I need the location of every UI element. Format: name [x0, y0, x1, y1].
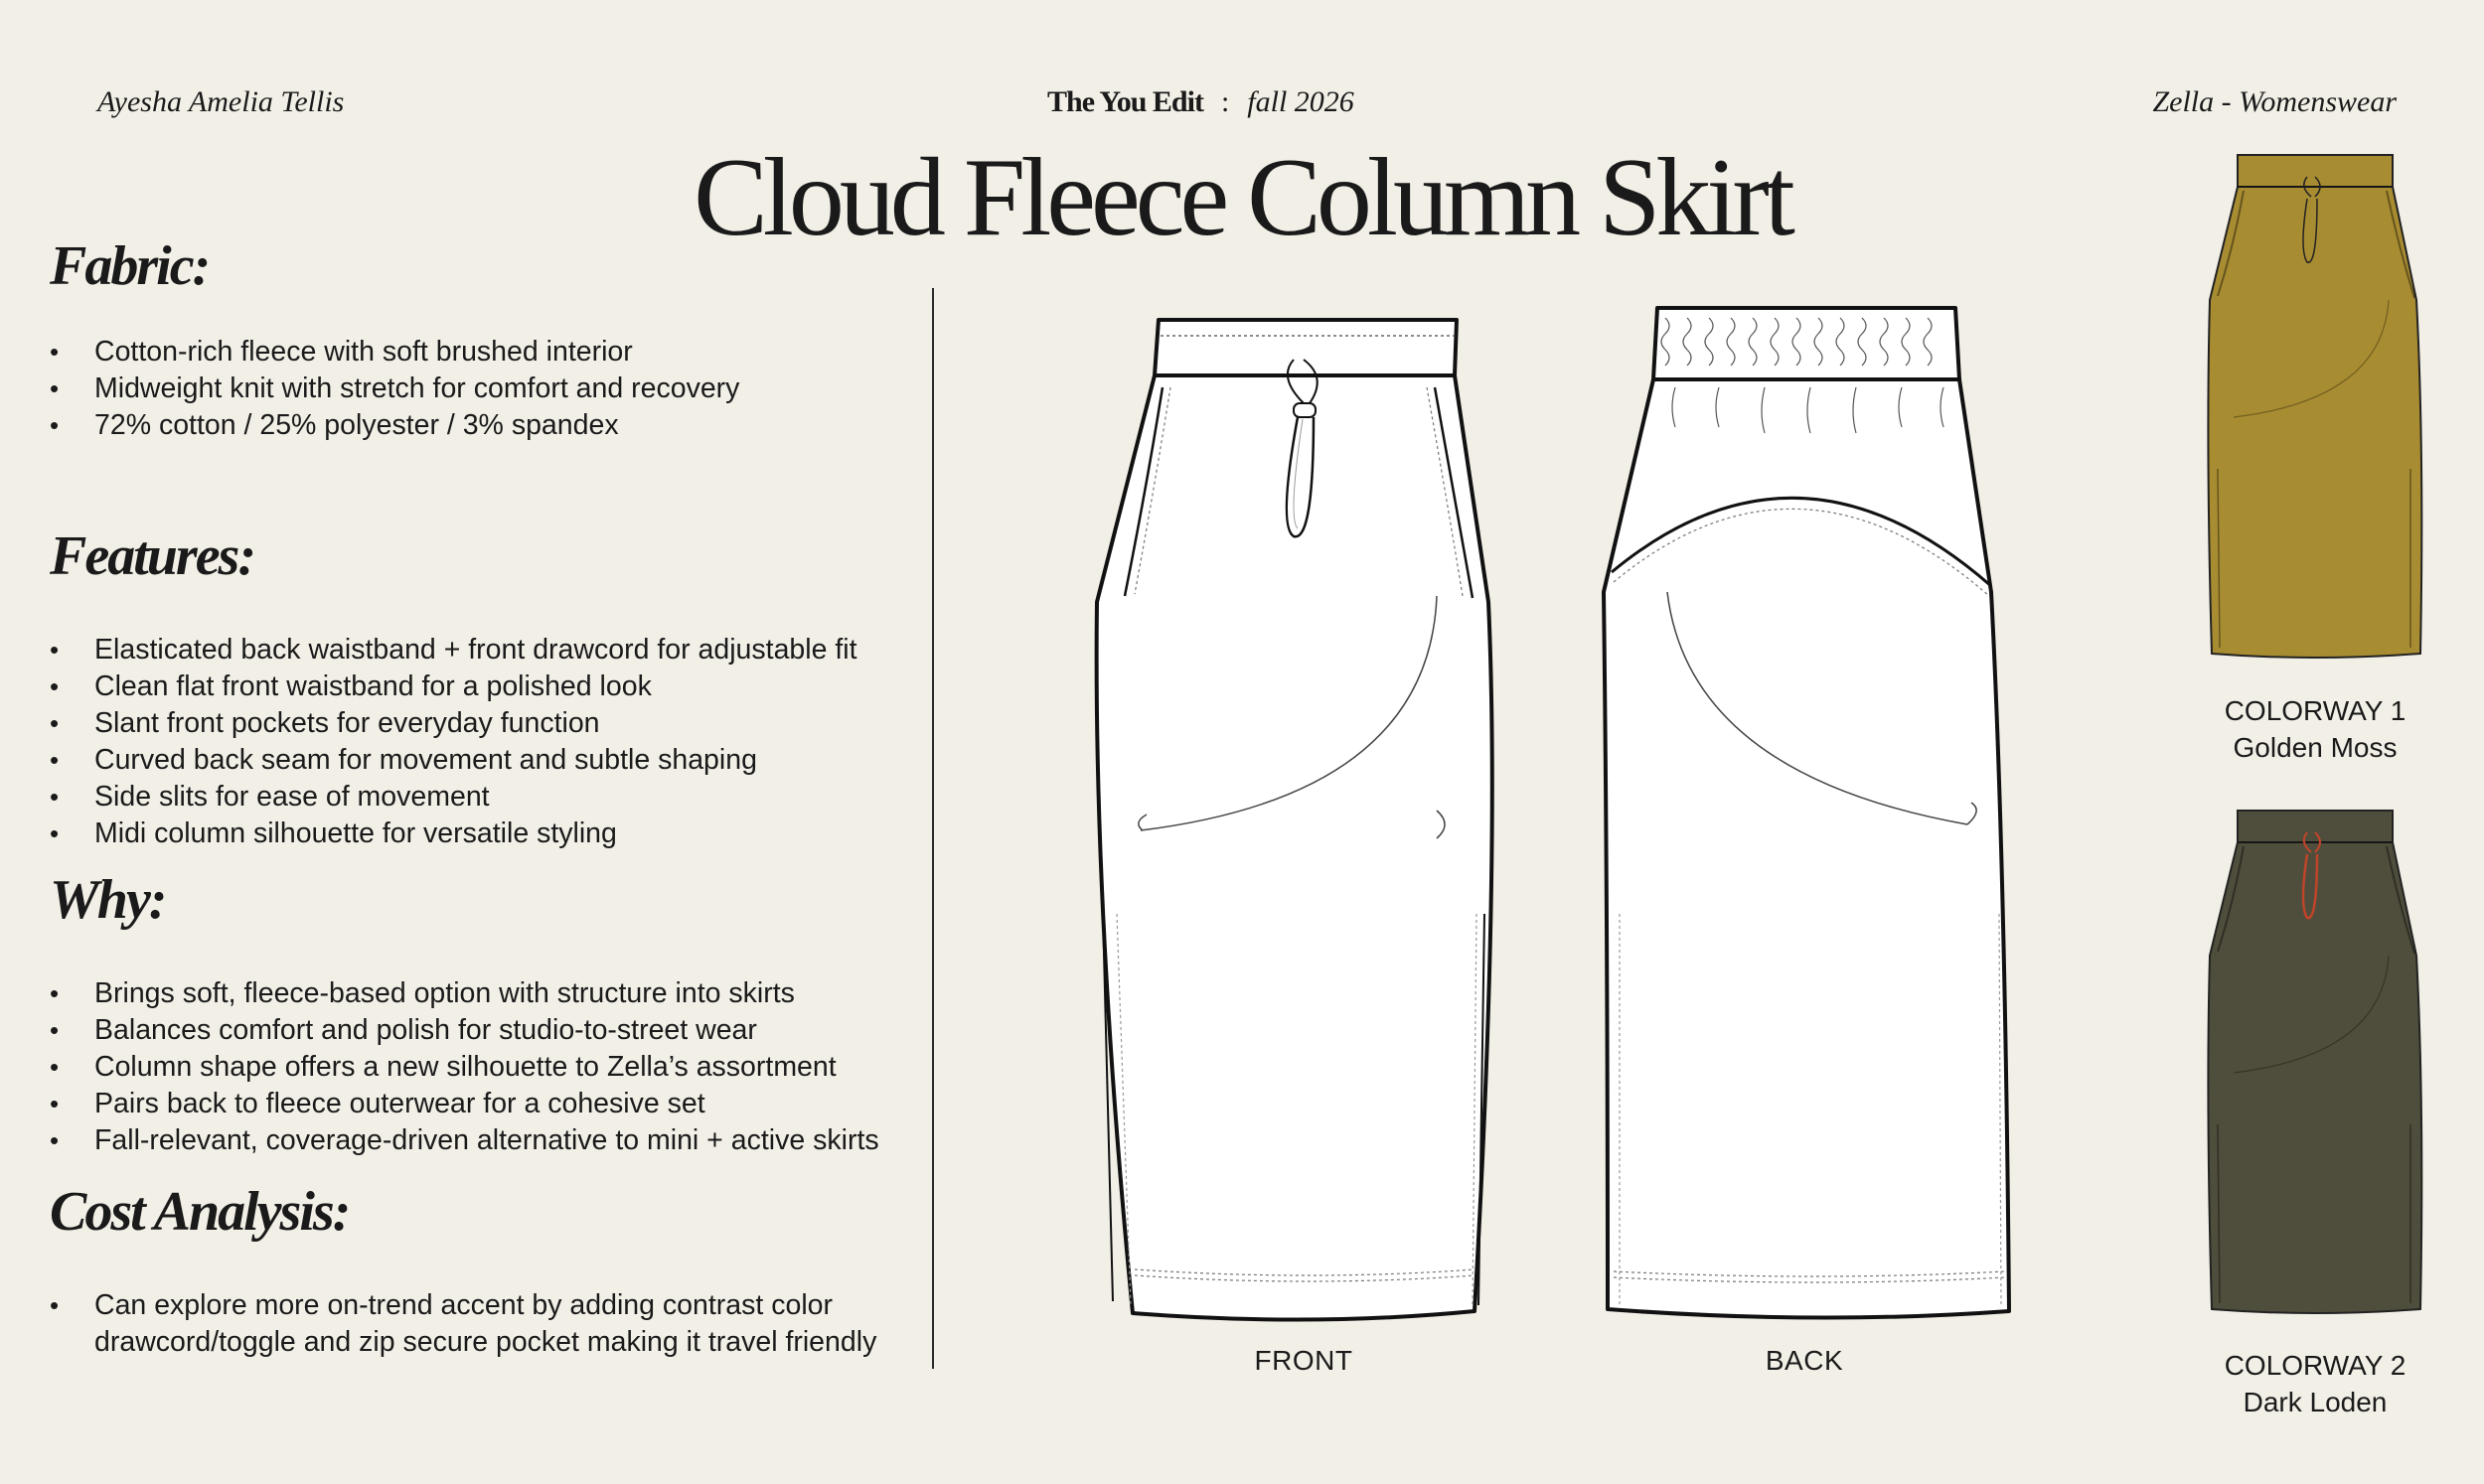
colorway-name: Golden Moss [2233, 732, 2398, 763]
designer-name: Ayesha Amelia Tellis [97, 85, 345, 118]
list-item: • 72% cotton / 25% polyester / 3% spandex [50, 407, 924, 444]
section-heading: Cost Analysis: [50, 1181, 350, 1243]
fabric-list [50, 334, 924, 444]
list-item: • Fall-relevant, coverage-driven alternative to mini + active skirts [50, 1122, 924, 1159]
section-heading: Why: [50, 869, 166, 931]
list-item: • Brings soft, fleece-based option with structure into skirts [50, 975, 924, 1012]
list-item: • Side slits for ease of movement [50, 779, 924, 816]
list-item: • Balances comfort and polish for studio-to-street wear [50, 1012, 924, 1049]
why-list [50, 975, 924, 1159]
list-item: • Curved back seam for movement and subtle shaping [50, 742, 924, 779]
list-item: • Clean flat front waistband for a polished look [50, 668, 924, 705]
spec-column [50, 234, 924, 1361]
list-item: • Midweight knit with stretch for comfort and recovery [50, 371, 924, 407]
fabric-section [50, 234, 924, 524]
client-name: Zella - Womenswear [2152, 85, 2397, 118]
front-label: FRONT [1254, 1345, 1353, 1376]
list-item: • Pairs back to fleece outerwear for a cohesive set [50, 1086, 924, 1122]
section-heading: Fabric: [50, 235, 210, 297]
page-title: Cloud Fleece Column Skirt [694, 136, 1790, 259]
colorway-label: COLORWAY 2 [2224, 1350, 2406, 1381]
colorway-name: Dark Loden [2243, 1387, 2388, 1417]
back-skirt-sketch [1590, 298, 2027, 1321]
front-skirt-sketch [1083, 308, 1520, 1321]
column-divider [932, 288, 934, 1369]
colorway-1-caption [2166, 692, 2464, 766]
list-item: • Can explore more on-trend accent by adding contrast color drawcord/toggle and zip secure pocket making it travel friendly [50, 1287, 904, 1361]
list-item: • Slant front pockets for everyday function [50, 705, 924, 742]
colorway-2-caption [2166, 1347, 2464, 1420]
colorway-2-swatch [2204, 807, 2422, 1319]
collection-header [1047, 85, 1354, 119]
features-list [50, 632, 924, 852]
header-separator: : [1220, 85, 1230, 118]
list-item: • Column shape offers a new silhouette to Zella’s assortment [50, 1049, 924, 1086]
list-item: • Cotton-rich fleece with soft brushed interior [50, 334, 924, 371]
back-label: BACK [1765, 1345, 1844, 1376]
section-heading: Features: [50, 525, 254, 587]
list-item: • Midi column silhouette for versatile styling [50, 816, 924, 852]
cost-section [50, 1180, 924, 1361]
season-label: fall 2026 [1247, 85, 1354, 118]
colorway-1-swatch [2204, 151, 2422, 664]
features-section [50, 524, 924, 868]
list-item: • Elasticated back waistband + front drawcord for adjustable fit [50, 632, 924, 668]
brand-name: The You Edit [1047, 85, 1203, 118]
cost-list [50, 1287, 904, 1361]
why-section [50, 868, 924, 1180]
colorway-label: COLORWAY 1 [2224, 695, 2406, 726]
